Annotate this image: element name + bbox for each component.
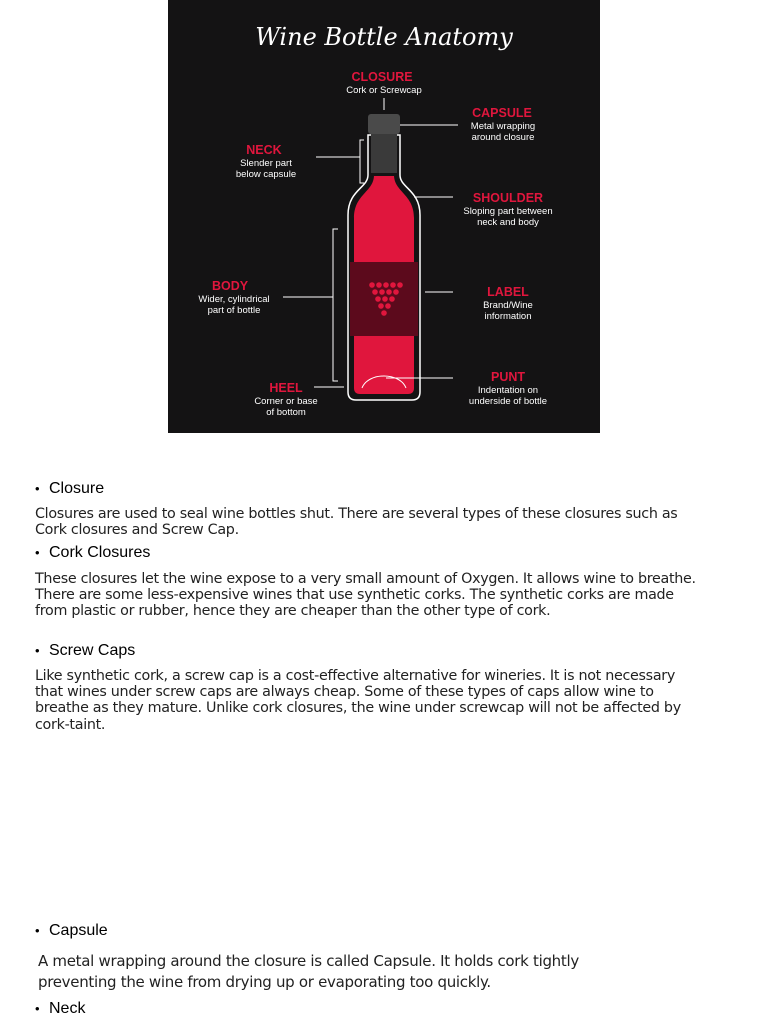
svg-text:CLOSURE: CLOSURE [351,70,413,84]
part-body [198,279,269,316]
svg-text:Slender part: Slender part [240,158,292,169]
svg-text:of bottom: of bottom [266,407,306,418]
heading-text: Neck [49,1000,86,1017]
closure [368,114,400,134]
svg-text:CAPSULE: CAPSULE [472,106,532,120]
svg-text:Sloping part between: Sloping part between [463,206,553,217]
svg-text:part of bottle: part of bottle [207,305,261,316]
heading-closure [35,480,104,498]
bullet: • [35,481,40,496]
heading-text: Closure [49,480,105,497]
heading-text: Cork Closures [49,544,151,561]
svg-text:underside of bottle: underside of bottle [468,396,548,407]
part-label [483,285,533,322]
part-neck [236,143,296,180]
svg-text:SHOULDER: SHOULDER [472,191,544,205]
svg-text:information: information [484,311,532,322]
part-closure [346,70,422,96]
paragraph-closure: Closures are used to seal wine bottles shut. There are several types of these closures such as Cork closures and Screw Cap. [35,506,678,539]
svg-text:around closure: around closure [471,132,535,143]
svg-text:neck and body: neck and body [477,217,539,228]
bullet: • [35,1001,40,1016]
svg-text:Metal wrapping: Metal wrapping [470,121,536,132]
heading-text: Screw Caps [49,642,136,659]
svg-text:Brand/Wine: Brand/Wine [483,300,533,311]
wine-bottle-anatomy-figure [168,0,600,433]
heading-capsule [35,922,108,940]
svg-text:Cork or Screwcap: Cork or Screwcap [346,85,422,96]
paragraph-screw-caps: Like synthetic cork, a screw cap is a cost-effective alternative for wineries. It is not necessary that wines under screw caps are always cheap. Some of these types of caps allow wine to breathe as they mature. Unlike cork closures, the wine under screwcap will not be affected by cork-taint. [35,668,681,733]
paragraph-capsule: A metal wrapping around the closure is called Capsule. It holds cork tightly preventing the wine from drying up or evaporating too quickly. [38,952,579,991]
svg-text:below capsule: below capsule [235,169,297,180]
part-capsule [471,106,535,143]
part-heel [254,381,317,418]
svg-text:LABEL: LABEL [487,285,529,299]
svg-text:Indentation on: Indentation on [477,385,539,396]
bullet: • [35,923,40,938]
svg-text:PUNT: PUNT [490,370,526,384]
paragraph-cork-closures: These closures let the wine expose to a very small amount of Oxygen. It allows wine to breathe. There are some less-expensive wines that use synthetic corks. The synthetic corks are made from plastic or rubber, hence they are cheaper than the other type of cork. [35,571,696,620]
svg-text:NECK: NECK [246,143,282,157]
heading-neck [35,1000,85,1018]
heading-text: Capsule [49,922,108,939]
svg-text:HEEL: HEEL [269,381,303,395]
capsule [371,128,397,173]
heading-screw-caps [35,642,135,660]
anatomy-diagram [168,0,600,433]
heading-cork-closures [35,544,150,562]
svg-text:Wider, cylindrical: Wider, cylindrical [198,294,270,305]
svg-text:Corner or base: Corner or base [254,396,318,407]
part-shoulder [463,191,552,228]
bullet: • [35,643,40,658]
figure-title: Wine Bottle Anatomy [255,23,513,51]
bullet: • [35,545,40,560]
part-punt [469,370,547,407]
svg-text:BODY: BODY [211,279,249,293]
